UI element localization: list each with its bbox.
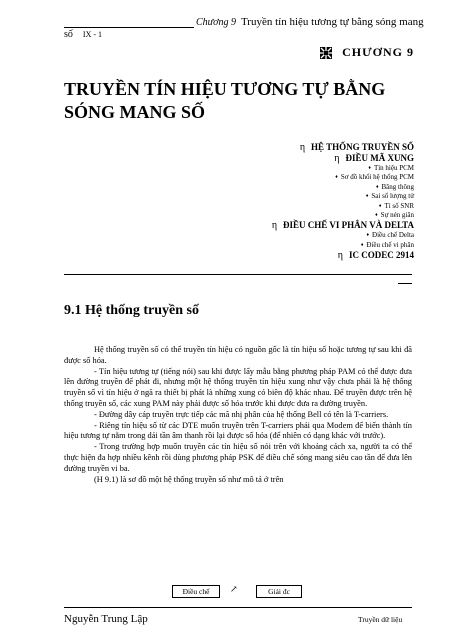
toc-heading: η IC CODEC 2914 [337, 250, 414, 262]
toc-item: ♦ Tín hiệu PCM [368, 164, 414, 172]
chapter-label [320, 45, 414, 60]
toc-item: ♦ Điều chế vi phân [360, 240, 414, 249]
paragraph: - Riêng tín hiệu số từ các DTE muốn truyền trên T-carriers phải qua Modem để biến thành tín hiệu tương tự nằm trong dải tần âm thanh rồi lại được số hóa (để nhiên có dạng khác với trước). [64, 420, 412, 441]
running-header [196, 16, 424, 29]
toc-item: ♦ Tỉ số SNR [378, 201, 414, 210]
header-chapter: Chương 9 [196, 17, 236, 28]
diamond-bullet-icon: ♦ [366, 233, 370, 239]
paragraph: - Tín hiệu tương tự (tiếng nói) sau khi được lấy mẫu bằng phương pháp PAM có thể được đưa lên đường truyền để phát đi, nhưng một hệ thống truyền tín hiệu xung như vậy chưa phải là hệ thống truyền số vì tín hiệu ở ngã ra thiết bị phát là những xung có biên độ khác nhau. Để truyền được trên hệ thống truyền số, các xung PAM này phải được số hóa trước khi được đưa ra đường truyền. [64, 366, 412, 408]
diamond-bullet-icon: ♦ [375, 213, 378, 219]
header-page-line [64, 29, 102, 41]
footer-course: Truyền dữ liệu [358, 615, 403, 624]
toc-heading: η ĐIỀU MÃ XUNG [334, 153, 414, 164]
toc-heading: η ĐIỀU CHẾ VI PHÂN VÀ DELTA [271, 220, 414, 232]
diamond-bullet-icon: ♦ [365, 194, 369, 200]
toc-item: ♦ Sơ đồ khối hệ thống PCM [335, 173, 414, 182]
toc-item: ♦ Điều chế Delta [366, 231, 414, 240]
arrow-icon: ↗ [230, 584, 238, 594]
chapter-emblem-icon [320, 47, 332, 59]
toc-item: ♦ Sự nén giãn [375, 211, 414, 220]
page-navigation [172, 585, 312, 597]
next-link-button[interactable]: Giải đc [256, 585, 302, 598]
section-title: 9.1 Hệ thống truyền số [64, 303, 199, 318]
body-text [64, 345, 412, 485]
header-rule [64, 27, 194, 28]
toc-marker: η [299, 142, 306, 153]
section-divider [64, 274, 412, 275]
chapter-contents [174, 142, 414, 261]
toc-marker: η [271, 220, 278, 232]
prev-link-button[interactable]: Điều chế [172, 585, 220, 598]
toc-item: ♦ Sai số lượng tử [365, 192, 414, 201]
chapter-label-text: CHƯƠNG 9 [342, 45, 414, 59]
diamond-bullet-icon: ♦ [375, 184, 379, 190]
page-number: IX - 1 [82, 30, 103, 39]
paragraph: - Trong trường hợp muốn truyền các tín hiệu số nói trên với khoảng cách xa, người ta có thể thực hiện đa hợp nhiều kênh rồi dùng phương pháp PSK để điều chế sóng mang siêu cao tần để đưa lên đường truyền vi ba. [64, 442, 412, 473]
paragraph: Hệ thống truyền số có thể truyền tín hiệu có nguồn gốc là tín hiệu số hoặc tương tự sau khi đã được số hóa. [64, 345, 412, 365]
diamond-bullet-icon: ♦ [335, 175, 338, 181]
footer-rule [64, 607, 412, 608]
diamond-bullet-icon: ♦ [368, 166, 371, 171]
diamond-bullet-icon: ♦ [378, 203, 382, 209]
toc-item: ♦ Băng thông [375, 182, 414, 191]
header-title: Truyền tín hiệu tương tự bằng sóng mang [240, 16, 424, 28]
diamond-bullet-icon: ♦ [360, 242, 364, 248]
footer-author: Nguyễn Trung Lập [64, 613, 148, 625]
chapter-title: TRUYỀN TÍN HIỆU TƯƠNG TỰ BẰNG SÓNG MANG SỐ [64, 79, 386, 122]
section-divider-stub [398, 283, 412, 284]
toc-heading: η HỆ THỐNG TRUYỀN SỐ [299, 142, 414, 153]
paragraph: (H 9.1) là sơ đồ một hệ thống truyền số như mô tả ở trên [94, 474, 284, 484]
header-title-cont: số [64, 29, 73, 40]
toc-marker: η [337, 250, 343, 262]
paragraph: - Đường dây cáp truyền trực tiếp các mã nhị phân của hệ thống Bell có tên là T-carriers. [94, 409, 389, 419]
toc-marker: η [334, 153, 340, 164]
